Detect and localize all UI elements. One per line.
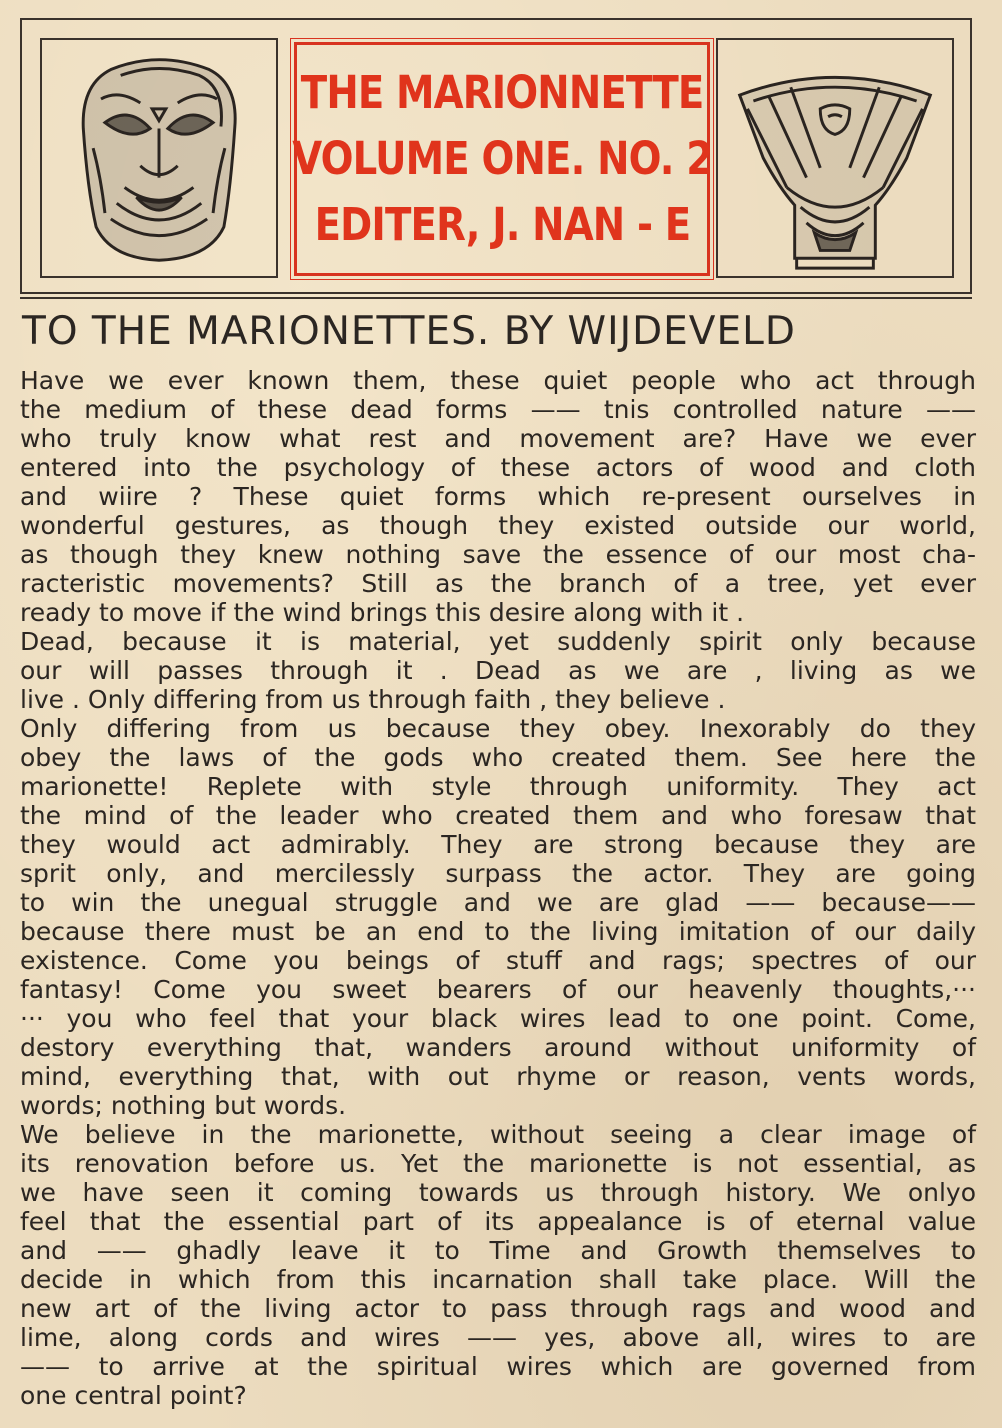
article-line: wonderful gestures, as though they existed outside our world, <box>20 511 976 540</box>
article-line: the medium of these dead forms —— tnis controlled nature —— <box>20 395 976 424</box>
article-line: we have seen it coming towards us through history. We onlyo <box>20 1178 976 1207</box>
article-title: TO THE MARIONETTES. BY WIJDEVELD <box>22 309 796 354</box>
article-line: We believe in the marionette, without seeing a clear image of <box>20 1120 976 1149</box>
article-line: entered into the psychology of these actors of wood and cloth <box>20 453 976 482</box>
article-line: ··· you who feel that your black wires lead to one point. Come, <box>20 1004 976 1033</box>
article-line: existence. Come you beings of stuff and rags; spectres of our <box>20 946 976 975</box>
carved-mask-illustration <box>40 38 278 278</box>
article-line: Have we ever known them, these quiet people who act through <box>20 366 976 395</box>
article-line: destory everything that, wanders around without uniformity of <box>20 1033 976 1062</box>
article-line: marionette! Replete with style through uniformity. They act <box>20 772 976 801</box>
marionette-mask-drawing <box>718 40 952 276</box>
article-line: feel that the essential part of its appealance is of eternal value <box>20 1207 976 1236</box>
article-line: our will passes through it . Dead as we are , living as we <box>20 656 976 685</box>
article-line: live . Only differing from us through faith , they believe . <box>20 685 726 714</box>
article-line: because there must be an end to the living imitation of our daily <box>20 917 976 946</box>
article-line: lime, along cords and wires —— yes, above all, wires to are <box>20 1323 976 1352</box>
article-body <box>20 366 976 1410</box>
article-line: they would act admirably. They are strong because they are <box>20 830 976 859</box>
article-line: as though they knew nothing save the essence of our most cha- <box>20 540 976 569</box>
masthead <box>20 18 972 294</box>
article-line: new art of the living actor to pass through rags and wood and <box>20 1294 976 1323</box>
article-line: Dead, because it is material, yet suddenly spirit only because <box>20 627 976 656</box>
article-line: its renovation before us. Yet the marionette is not essential, as <box>20 1149 976 1178</box>
carved-mask-drawing <box>42 40 276 276</box>
article-line: ready to move if the wind brings this desire along with it . <box>20 598 745 627</box>
article-line: and wiire ? These quiet forms which re-present ourselves in <box>20 482 976 511</box>
article-line: decide in which from this incarnation shall take place. Will the <box>20 1265 976 1294</box>
article-line: and —— ghadly leave it to Time and Growth themselves to <box>20 1236 976 1265</box>
article-line: racteristic movements? Still as the branch of a tree, yet ever <box>20 569 976 598</box>
article-line: words; nothing but words. <box>20 1091 347 1120</box>
article-line: one central point? <box>20 1381 247 1410</box>
article-line: to win the unegual struggle and we are glad —— because—— <box>20 888 976 917</box>
title-box <box>291 42 713 276</box>
masthead-volume: VOLUME ONE. NO. 2 <box>291 132 713 185</box>
article-line: Only differing from us because they obey. Inexorably do they <box>20 714 976 743</box>
article-line: fantasy! Come you sweet bearers of our heavenly thoughts,··· <box>20 975 976 1004</box>
article-line: who truly know what rest and movement are? Have we ever <box>20 424 976 453</box>
masthead-editor: EDITER, J. NAN - E <box>314 198 690 251</box>
article-line: the mind of the leader who created them and who foresaw that <box>20 801 976 830</box>
masthead-title: THE MARIONNETTE <box>300 66 704 119</box>
article-line: sprit only, and mercilessly surpass the actor. They are going <box>20 859 976 888</box>
article-line: mind, everything that, with out rhyme or reason, vents words, <box>20 1062 976 1091</box>
article-line: —— to arrive at the spiritual wires which are governed from <box>20 1352 976 1381</box>
article-line: obey the laws of the gods who created them. See here the <box>20 743 976 772</box>
marionette-mask-illustration <box>716 38 954 278</box>
